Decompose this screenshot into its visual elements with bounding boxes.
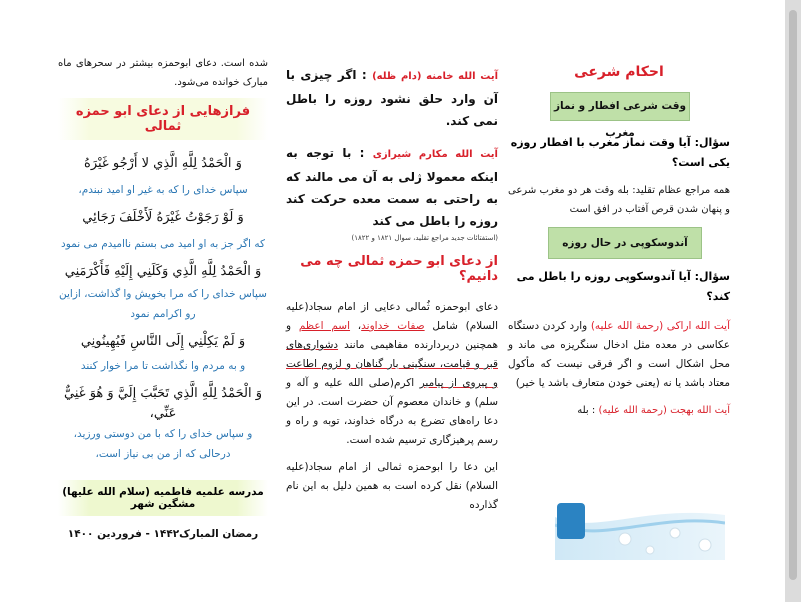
- translation-line-5: و سپاس خدای را که با من دوستی ورزید، درحالی که از من بی نیاز است،: [73, 428, 253, 460]
- intro-text-2: و همچنین دربردارنده مفاهیمی مانند: [286, 320, 498, 351]
- answer-2: [508, 317, 730, 393]
- column-left: [58, 54, 268, 540]
- intro-continuation: شده است. دعای ابوحمزه بیشتر در سحرهای ماه مبارک خوانده می‌شود.: [58, 58, 268, 88]
- translation-line-2: که اگر جز به او امید می بستم ناامیدم می نمود: [61, 238, 265, 250]
- question-1-label: سؤال:: [694, 136, 730, 149]
- question-2-text: آیا آندوسکوپی روزه را باطل می کند؟: [516, 270, 730, 303]
- intro-text-1: دعای ابوحمزه ثُمالی دعایی از امام سجاد(علیه السلام) شامل: [286, 301, 499, 332]
- translation-line-1: سپاس خدای را که به غیر او امید نبندم،: [78, 184, 248, 196]
- vertical-scrollbar[interactable]: [785, 0, 801, 602]
- intro-text-3: اکرم(صلی الله علیه و آله و سلم) و خاندان معصوم آن حضرت است. در این دعا راه‌های تضرع به درگاه خداوند، توبه و راه و رسم پرهیزگاری ترسیم شده است.: [286, 377, 498, 446]
- answer-3-name: آیت الله بهجت (رحمة الله علیه): [598, 405, 730, 416]
- paragraph-naming: این دعا را ابوحمزه ثمالی از امام سجاد(علیه السلام) نقل کرده است به همین دلیل به این نام گذارده: [286, 461, 498, 511]
- box-endoscopy: آندوسکوپی در حال روزه: [548, 227, 702, 259]
- ruling-makarem-name: آیت الله مکارم شیرازی: [372, 149, 498, 160]
- ruling-makarem-text: : با توجه به اینکه معمولا ژلی به آن می مالند که به راحتی به سمت معده حرکت کند روزه را باطل می کند: [286, 146, 498, 228]
- question-1: [508, 133, 730, 173]
- box-iftar-time: وقت شرعی افطار و نماز مغرب: [550, 92, 690, 121]
- decorative-banner-image: [555, 495, 725, 560]
- answer-3-text: : بله: [577, 405, 596, 416]
- paragraph-intro: دعای ابوحمزه ثُمالی دعایی از امام سجاد(علیه السلام) شامل صفات خداوند، اسم اعظم و همچنین دربردارنده مفاهیمی مانند دشواری‌های قبر و قیامت، سنگینی بار گناهان و لزوم اطاعت و پیروی از پیامبر اکرم(صلی الله علیه و آله و سلم) و خاندان معصوم آن حضرت است. در این دعا راه‌های تضرع به درگاه خداوند، توبه و راه و رسم پرهیزگاری ترسیم شده است.: [286, 301, 499, 446]
- question-2: [508, 267, 730, 307]
- answer-3: [508, 401, 730, 420]
- arabic-line-4: وَ لَمْ يَكِلْنِي إِلَى النَّاسِ فَيُهِينُونِي: [80, 334, 246, 349]
- translation-line-4: و به مردم وا نگذاشت تا مرا خوار کنند: [80, 360, 246, 372]
- column-middle: [286, 56, 498, 515]
- ruling-makarem: [286, 142, 498, 232]
- section-heading-abu-hamza: از دعای ابو حمزه ثمالی چه می دانیم؟: [300, 254, 498, 284]
- scrollbar-thumb[interactable]: [789, 10, 797, 580]
- question-2-label: سؤال:: [694, 270, 730, 283]
- intro-underline-attributes: صفات خداوند: [361, 320, 425, 332]
- arabic-line-1: وَ الْحَمْدُ لِلَّهِ الَّذِي لا أَرْجُو غَيْرَهُ: [84, 156, 242, 171]
- arabic-line-5: وَ الْحَمْدُ لِلَّهِ الَّذِي تَحَبَّبَ إِلَيَّ وَ هُوَ غَنِيٌّ عَنِّي،: [64, 386, 262, 421]
- intro-underline-greatest-name: اسم اعظم: [298, 320, 351, 332]
- ruling-makarem-reference: (استفتائات جدید مراجع تقلید، سوال ۱۸۲۱ و ۱۸۲۲): [351, 234, 498, 242]
- ruling-khamenei-text: : اگر چیزی با آن وارد حلق نشود روزه را باطل نمی کند.: [286, 68, 498, 128]
- intro-underline-concepts: دشواری‌های قبر و قیامت، سنگینی بار گناهان و لزوم اطاعت و پیروی از پیامبر: [286, 339, 498, 389]
- translation-line-3: سپاس خدای را که مرا بخویش وا گذاشت، ازاین رو اکرامم نمود: [59, 288, 267, 320]
- date-line: رمضان المبارک۱۴۴۲ - فروردین ۱۴۰۰: [67, 528, 259, 540]
- arabic-line-2: وَ لَوْ رَجَوْتُ غَيْرَهُ لَأَخْلَفَ رَجَائِي: [82, 210, 244, 225]
- section-title-excerpts: فرازهایی از دعای ابو حمزه ثمالی: [58, 98, 268, 140]
- answer-2-text: وارد کردن دستگاه عکاسی در معده مثل ادخال سنگریزه می ماند و محل اشکال است و اگر فرقی نیست که مأکول معتاد باشد یا نه (یعنی خودن متعارف باشد یا خیر): [508, 320, 730, 389]
- answer-1: همه مراجع عظام تقلید: بله وقت هر دو مغرب شرعی و پنهان شدن قرص آفتاب در افق است: [508, 185, 730, 215]
- question-1-text: آیا وقت نماز مغرب با افطار روزه یکی است؟: [510, 136, 730, 169]
- ruling-khamenei: [286, 64, 498, 132]
- ruling-khamenei-name: آیت الله خامنه (دام ظله): [372, 71, 498, 82]
- section-title-ahkam: احکام شرعی: [574, 64, 664, 80]
- calligraphy-frame-icon: [557, 503, 585, 539]
- arabic-line-3: وَ الْحَمْدُ لِلَّهِ الَّذِي وَكَلَنِي إِلَيْهِ فَأَكْرَمَنِي: [64, 264, 262, 279]
- answer-2-name: آیت الله اراکی (رحمة الله علیه): [590, 320, 730, 332]
- school-name: مدرسه علمیه فاطمیه (سلام الله علیها) مشگین شهر: [58, 480, 268, 516]
- column-right: [508, 56, 730, 420]
